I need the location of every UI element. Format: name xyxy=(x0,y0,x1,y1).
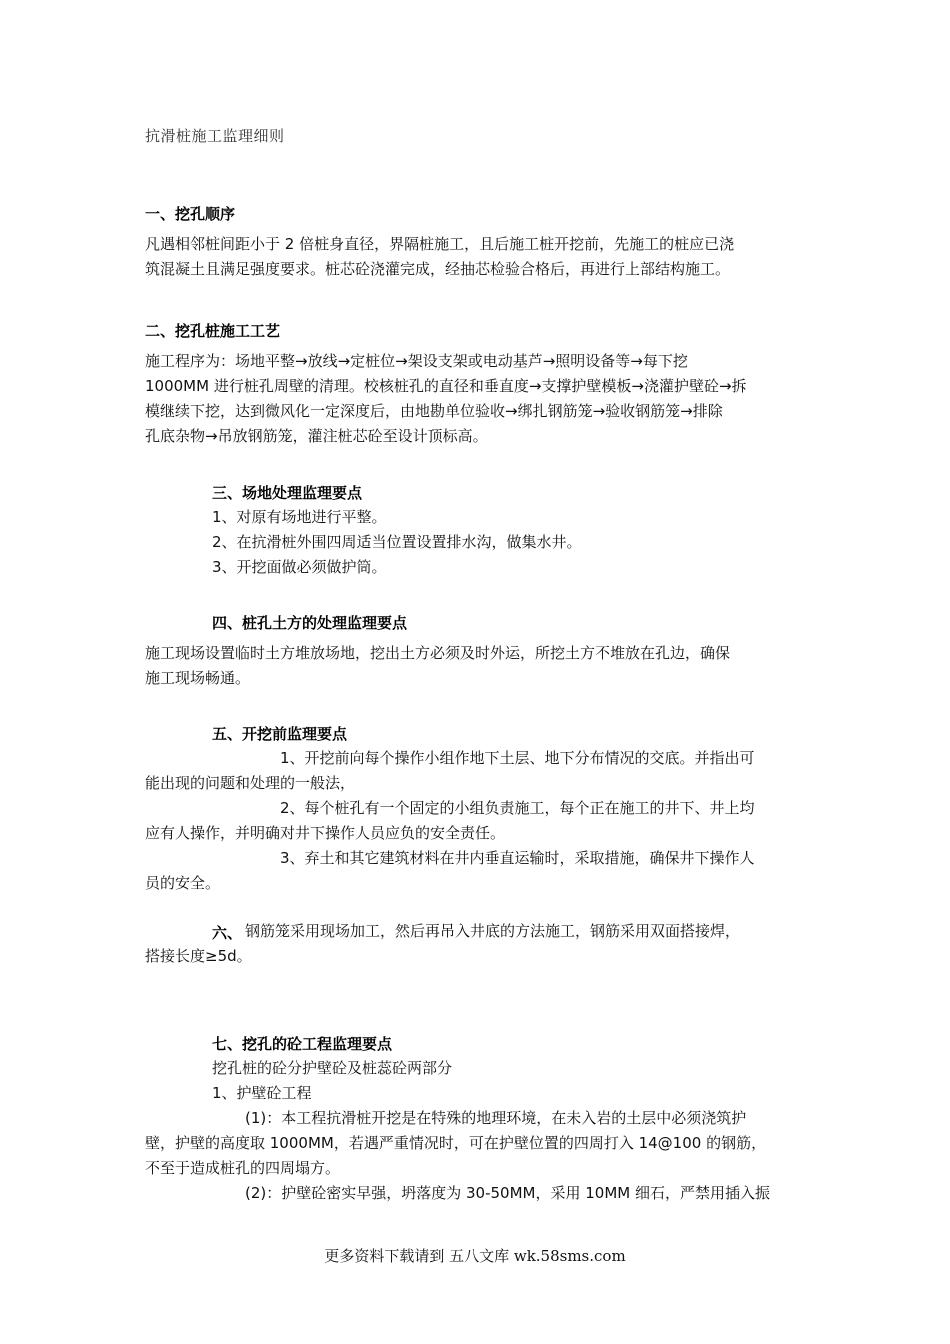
section-2-line-1: 施工程序为：场地平整→放线→定桩位→架设支架或电动基芦→照明设备等→每下挖 xyxy=(145,352,688,370)
section-1-heading: 一、挖孔顺序 xyxy=(145,205,236,223)
section-5-line-4: 应有人操作，并明确对井下操作人员应负的安全责任。 xyxy=(145,824,506,842)
section-5-line-1: 1、开挖前向每个操作小组作地下土层、地下分布情况的交底。并指出可 xyxy=(280,749,755,767)
section-4-line-1: 施工现场设置临时土方堆放场地，挖出土方必须及时外运，所挖土方不堆放在孔边，确保 xyxy=(145,644,731,662)
section-7-line-6: (2)：护壁砼密实早强，坍落度为 30-50MM，采用 10MM 细石，严禁用插入振 xyxy=(245,1184,770,1202)
section-5-line-2: 能出现的问题和处理的一般法， xyxy=(145,774,356,792)
section-3-line-1: 1、对原有场地进行平整。 xyxy=(212,508,387,526)
section-4-heading: 四、桩孔土方的处理监理要点 xyxy=(212,614,408,632)
section-2-line-4: 孔底杂物→吊放钢筋笼，灌注桩芯砼至设计顶标高。 xyxy=(145,427,488,445)
section-7-line-2: 1、护壁砼工程 xyxy=(212,1084,312,1102)
section-5-line-3: 2、每个桩孔有一个固定的小组负责施工，每个正在施工的井下、井上均 xyxy=(280,799,755,817)
section-7-line-1: 挖孔桩的砼分护壁砼及桩蕊砼两部分 xyxy=(212,1059,453,1077)
section-3-heading: 三、场地处理监理要点 xyxy=(212,484,363,502)
document-title: 抗滑桩施工监理细则 xyxy=(145,127,285,145)
footer-watermark-text: 更多资料下载请到 五八文库 wk.58sms.com xyxy=(324,1247,626,1265)
section-1-line-1: 凡遇相邻桩间距小于 2 倍桩身直径，界隔桩施工，且后施工桩开挖前，先施工的桩应已浇 xyxy=(145,235,735,253)
section-4-line-2: 施工现场畅通。 xyxy=(145,669,251,687)
section-2-heading: 二、挖孔桩施工工艺 xyxy=(145,322,281,340)
section-7-line-4: 壁，护壁的高度取 1000MM，若遇严重情况时，可在护壁位置的四周打入 14@100 的钢筋， xyxy=(145,1134,767,1152)
section-3-line-3: 3、开挖面做必须做护筒。 xyxy=(212,558,387,576)
section-7-heading: 七、挖孔的砼工程监理要点 xyxy=(212,1035,393,1053)
section-2-line-2: 1000MM 进行桩孔周壁的清理。校核桩孔的直径和垂直度→支撑护壁模板→浇灌护壁砼→拆 xyxy=(145,377,747,395)
section-6-line-2: 搭接长度≥5d。 xyxy=(145,947,252,965)
section-5-line-5: 3、弃土和其它建筑材料在井内垂直运输时，采取措施，确保井下操作人 xyxy=(280,849,755,867)
section-7-line-5: 不至于造成桩孔的四周塌方。 xyxy=(145,1159,341,1177)
section-3-line-2: 2、在抗滑桩外围四周适当位置设置排水沟，做集水井。 xyxy=(212,533,582,551)
section-5-heading: 五、开挖前监理要点 xyxy=(212,725,348,743)
section-6-line-1: 钢筋笼采用现场加工，然后再吊入井底的方法施工，钢筋采用双面搭接焊， xyxy=(245,922,741,940)
section-6-heading: 六、 xyxy=(212,924,243,942)
section-5-line-6: 员的安全。 xyxy=(145,874,221,892)
section-2-line-3: 模继续下挖，达到微风化一定深度后，由地勘单位验收→绑扎钢筋笼→验收钢筋笼→排除 xyxy=(145,402,723,420)
section-1-line-2: 筑混凝土且满足强度要求。桩芯砼浇灌完成，经抽芯检验合格后，再进行上部结构施工。 xyxy=(145,260,731,278)
section-7-line-3: (1)：本工程抗滑桩开挖是在特殊的地理环境，在未入岩的土层中必须浇筑护 xyxy=(245,1109,747,1127)
